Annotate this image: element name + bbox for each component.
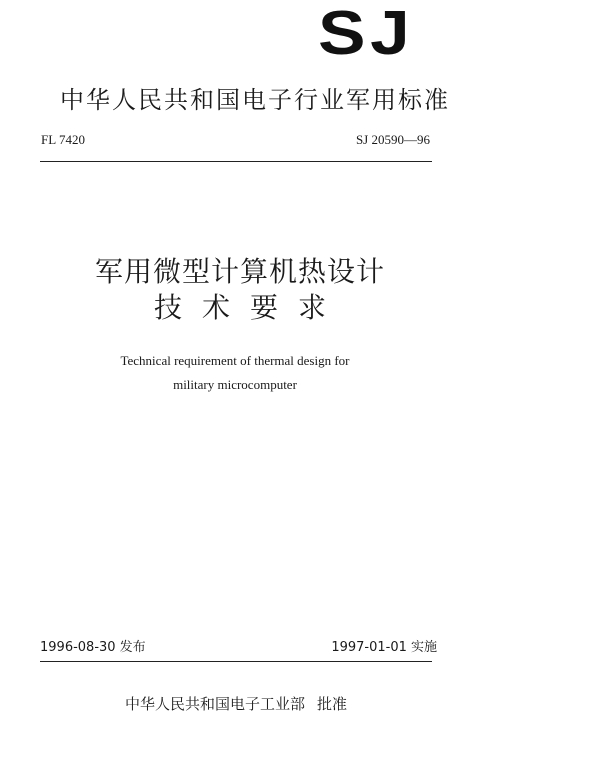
title-en-line2: military microcomputer	[173, 377, 297, 392]
standard-name: 中华人民共和国电子行业军用标准	[60, 86, 450, 114]
approver-name: 中华人民共和国电子工业部	[125, 695, 306, 713]
footer-divider	[40, 661, 432, 662]
header-divider	[40, 161, 432, 162]
approval-word: 批准	[317, 695, 348, 713]
classification-code: FL 7420	[41, 132, 85, 147]
sj-logo: SJ	[318, 0, 415, 68]
title-en-line1: Technical requirement of thermal design for	[120, 353, 350, 368]
title-zh-line1: 军用微型计算机热设计	[94, 255, 385, 288]
issue-date: 1996-08-30 发布	[40, 640, 146, 655]
approval-line	[125, 693, 347, 714]
standard-number: SJ 20590—96	[355, 132, 430, 147]
implement-date: 1997-01-01 实施	[331, 640, 437, 655]
title-zh-line2: 技术要求	[153, 291, 346, 324]
